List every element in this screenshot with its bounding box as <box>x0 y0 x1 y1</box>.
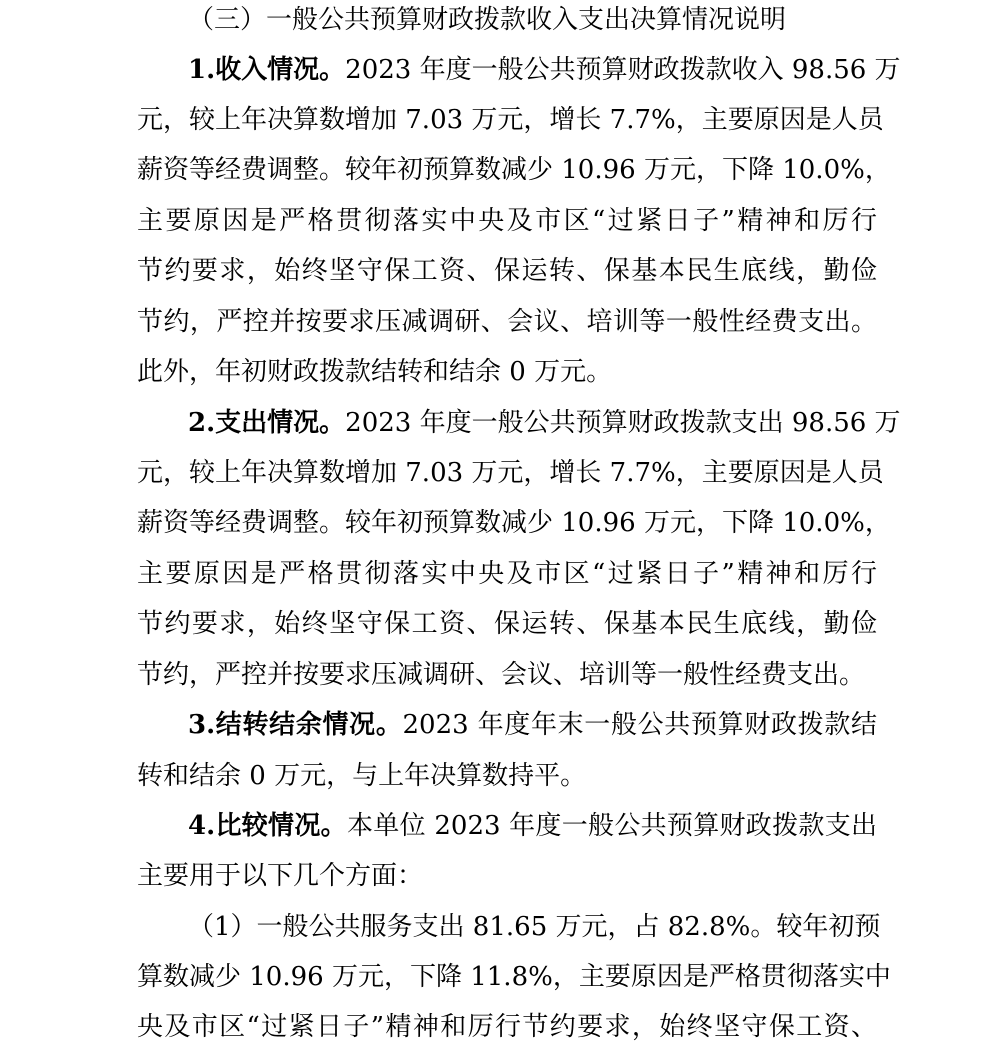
paragraph-5-line-3: 央及市区“过紧日子”精神和厉行节约要求，始终坚守保工资、 <box>137 1012 877 1042</box>
paragraph-1-line-1 <box>188 53 901 87</box>
paragraph-1-line-3: 薪资等经费调整。较年初预算数减少 10.96 万元，下降 10.0%， <box>137 155 891 185</box>
paragraph-3-line-2: 转和结余 0 万元，与上年决算数持平。 <box>137 761 587 791</box>
paragraph-1-text: 2023 年度一般公共预算财政拨款收入 98.56 万 <box>345 55 901 85</box>
paragraph-2-lead: 2.支出情况。 <box>188 408 346 438</box>
paragraph-2-line-6: 节约，严控并按要求压减调研、会议、培训等一般性经费支出。 <box>137 660 866 690</box>
paragraph-2-line-2: 元，较上年决算数增加 7.03 万元，增长 7.7%，主要原因是人员 <box>137 458 884 488</box>
paragraph-4-text: 本单位 2023 年度一般公共预算财政拨款支出 <box>346 811 877 841</box>
paragraph-3-line-1 <box>188 708 877 742</box>
paragraph-1-line-5: 节约要求，始终坚守保工资、保运转、保基本民生底线，勤俭 <box>137 256 877 286</box>
paragraph-5-line-1: （1）一般公共服务支出 81.65 万元，占 82.8%。较年初预 <box>188 912 881 942</box>
paragraph-2-line-3: 薪资等经费调整。较年初预算数减少 10.96 万元，下降 10.0%， <box>137 508 891 538</box>
paragraph-1-line-2: 元，较上年决算数增加 7.03 万元，增长 7.7%，主要原因是人员 <box>137 105 884 135</box>
paragraph-4-lead: 4.比较情况。 <box>188 811 347 841</box>
paragraph-4-line-1 <box>188 809 877 843</box>
paragraph-2-line-4: 主要原因是严格贯彻落实中央及市区“过紧日子”精神和厉行 <box>137 559 877 589</box>
paragraph-4-line-2: 主要用于以下几个方面： <box>137 861 424 891</box>
paragraph-1-line-6: 节约，严控并按要求压减调研、会议、培训等一般性经费支出。 <box>137 307 877 337</box>
paragraph-2-line-5: 节约要求，始终坚守保工资、保运转、保基本民生底线，勤俭 <box>137 609 877 639</box>
paragraph-3-text: 2023 年度年末一般公共预算财政拨款结 <box>402 710 877 740</box>
paragraph-1-line-4: 主要原因是严格贯彻落实中央及市区“过紧日子”精神和厉行 <box>137 206 877 236</box>
paragraph-2-line-1 <box>188 406 901 440</box>
paragraph-1-line-7: 此外，年初财政拨款结转和结余 0 万元。 <box>137 357 613 387</box>
section-heading: （三）一般公共预算财政拨款收入支出决算情况说明 <box>188 5 787 35</box>
paragraph-1-lead: 1.收入情况。 <box>188 55 346 85</box>
paragraph-2-text: 2023 年度一般公共预算财政拨款支出 98.56 万 <box>345 408 901 438</box>
paragraph-5-line-2: 算数减少 10.96 万元，下降 11.8%，主要原因是严格贯彻落实中 <box>137 962 891 992</box>
paragraph-3-lead: 3.结转结余情况。 <box>188 710 403 740</box>
